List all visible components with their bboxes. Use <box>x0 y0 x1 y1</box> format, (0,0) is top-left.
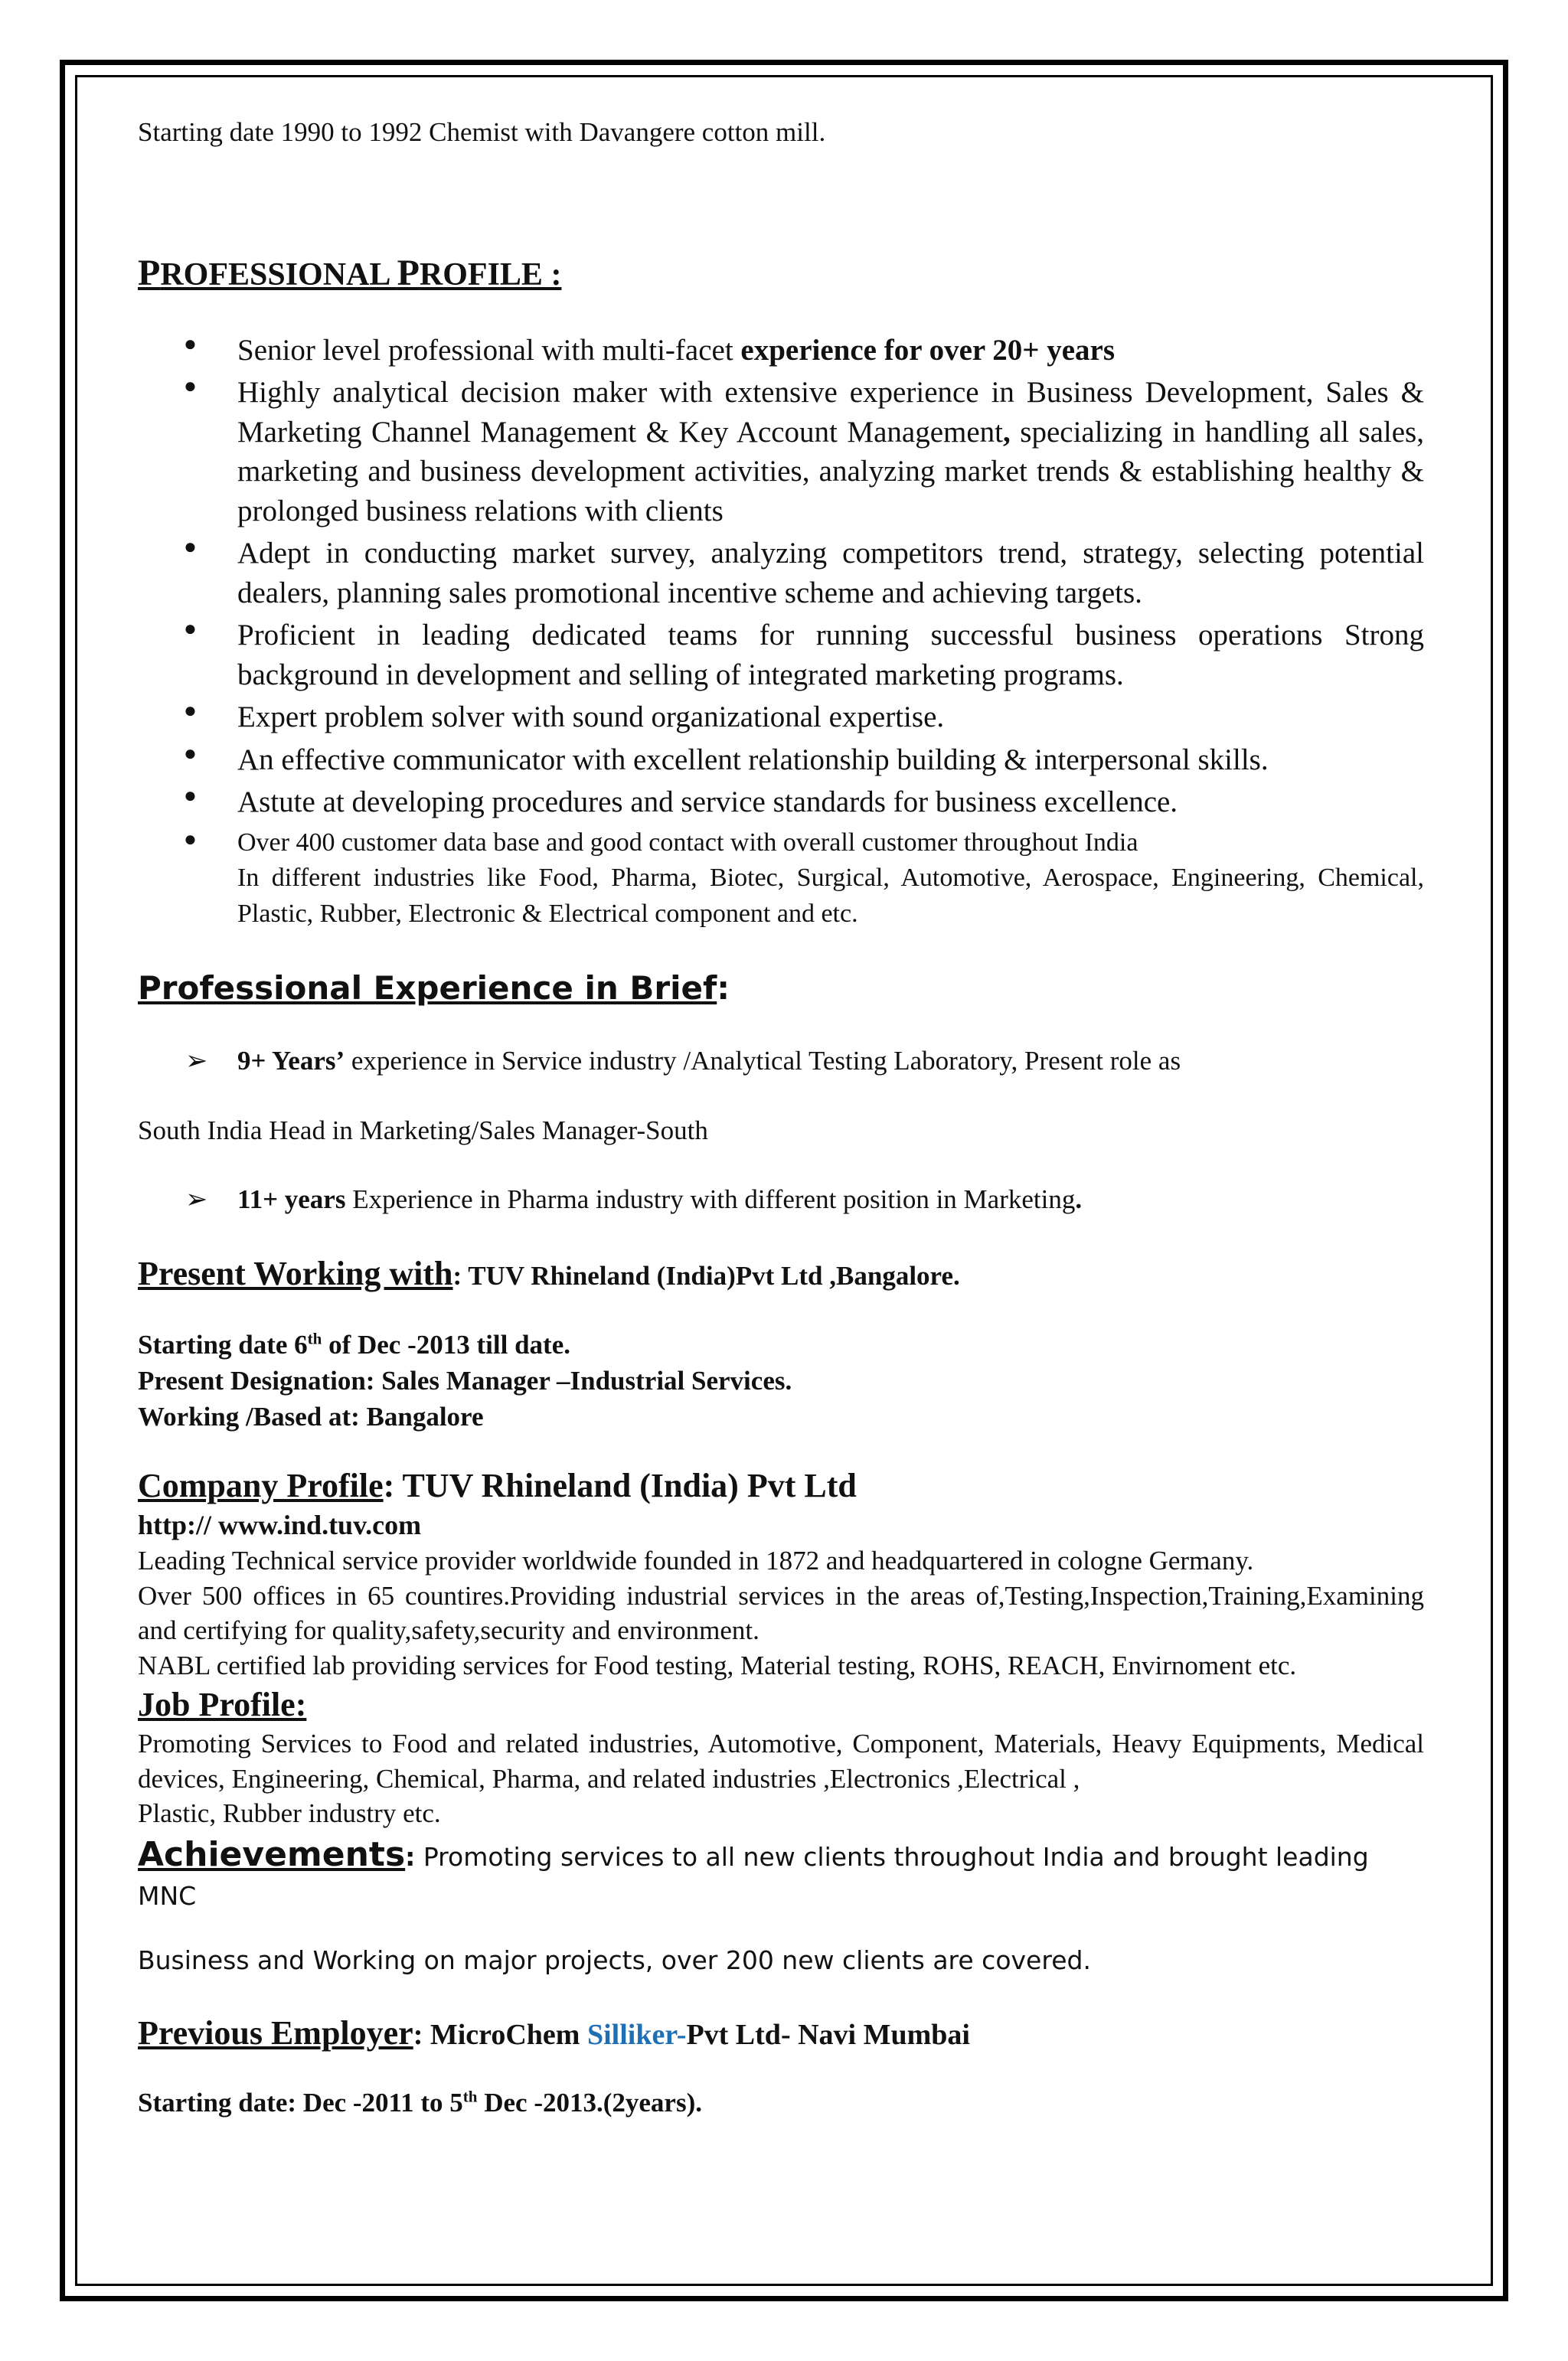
bullet-icon: ● <box>184 784 197 808</box>
bullet-icon: ● <box>184 535 197 560</box>
company-profile-heading: Company Profile: TUV Rhineland (India) Pvt Ltd <box>138 1467 857 1505</box>
arrow-bullet-icon: ➢ <box>185 1184 208 1214</box>
list-item: ● An effective communicator with excellent relationship building & interpersonal skills. <box>184 741 1269 776</box>
bullet-icon: ● <box>184 699 197 723</box>
list-item: ● Astute at developing procedures and service standards for business excellence. <box>184 784 1178 819</box>
achievements-text-2: Business and Working on major projects, over 200 new clients are covered. <box>138 1945 1091 1975</box>
list-item: ● Over 400 customer data base and good contact with overall customer throughout India In different industries like Food, Pharma, Biotec, Surgical, Automotive, Aerospace, Engineering, Chemical, Plastic, Rubber, Electronic & Electrical component and etc. <box>138 825 1424 933</box>
previous-start-date: Starting date: Dec -2011 to 5th Dec -2013.(2years). <box>138 2087 702 2118</box>
list-item: ● Expert problem solver with sound organizational expertise. <box>184 699 945 734</box>
experience-item-service: ➢ 9+ Years’ experience in Service industry /Analytical Testing Laboratory, Present role as <box>138 1043 1424 1079</box>
previous-employer-heading: Previous Employer: MicroChem Silliker-Pvt Ltd- Navi Mumbai <box>138 2013 970 2052</box>
company-description: Leading Technical service provider worldwide founded in 1872 and headquartered in cologne Germany. Over 500 offices in 65 countires.Providing industrial services in the areas of,Testing,Inspection,Training,Examining and certifying for quality,safety,security and environment. NABL certified lab providing services for Food testing, Material testing, ROHS, REACH, Envirnoment etc. <box>138 1546 1424 1680</box>
list-item: ● Highly analytical decision maker with extensive experience in Business Development, Sales & Marketing Channel Management & Key Account Management, specializing in handling all sales, marketing and business development activities, analyzing market trends & establishing healthy & prolonged business relations with clients <box>184 374 1424 527</box>
experience-brief-heading: Professional Experience in Brief: <box>138 969 730 1007</box>
job-profile-heading: Job Profile: <box>138 1686 307 1724</box>
experience-item-service-cont: South India Head in Marketing/Sales Manager-South <box>138 1115 708 1146</box>
job-profile-text: Promoting Services to Food and related industries, Automotive, Component, Materials, Heavy Equipments, Medical devices, Engineering, Chemical, Pharma, and related industries ,Electronics ,Electrical , Plastic, Rubber industry etc. <box>138 1729 1424 1829</box>
present-working-heading: Present Working with: TUV Rhineland (India)Pvt Ltd ,Bangalore. <box>138 1255 960 1293</box>
present-location: Working /Based at: Bangalore <box>138 1402 484 1432</box>
resume-page <box>138 115 1424 2120</box>
list-item: ● Proficient in leading dedicated teams for running successful business operations Strong background in development and selling of integrated marketing programs. <box>184 617 1424 691</box>
arrow-bullet-icon: ➢ <box>185 1045 208 1076</box>
present-designation: Present Designation: Sales Manager –Industrial Services. <box>138 1365 792 1396</box>
professional-profile-heading: PROFESSIONAL PROFILE : <box>138 252 562 293</box>
list-item: ● Adept in conducting market survey, analyzing competitors trend, strategy, selecting potential dealers, planning sales promotional incentive scheme and achieving targets. <box>184 535 1424 609</box>
achievements: Achievements: Promoting services to all new clients throughout India and brought leading MNC <box>138 1834 1369 1911</box>
experience-item-pharma: ➢ 11+ years Experience in Pharma industry with different position in Marketing. <box>138 1182 1424 1217</box>
bullet-icon: ● <box>184 827 197 851</box>
profile-bullet-list <box>138 331 1424 932</box>
bullet-icon: ● <box>184 331 197 356</box>
bullet-icon: ● <box>184 741 197 766</box>
present-details <box>138 1327 1424 1435</box>
list-item: ● Senior level professional with multi-facet experience for over 20+ years <box>184 331 1116 367</box>
present-start-date: Starting date 6th of Dec -2013 till date. <box>138 1328 570 1360</box>
intro-line: Starting date 1990 to 1992 Chemist with Davangere cotton mill. <box>138 117 826 147</box>
bullet-icon: ● <box>184 374 197 399</box>
bullet-icon: ● <box>184 617 197 642</box>
company-url: http:// www.ind.tuv.com <box>138 1510 422 1541</box>
